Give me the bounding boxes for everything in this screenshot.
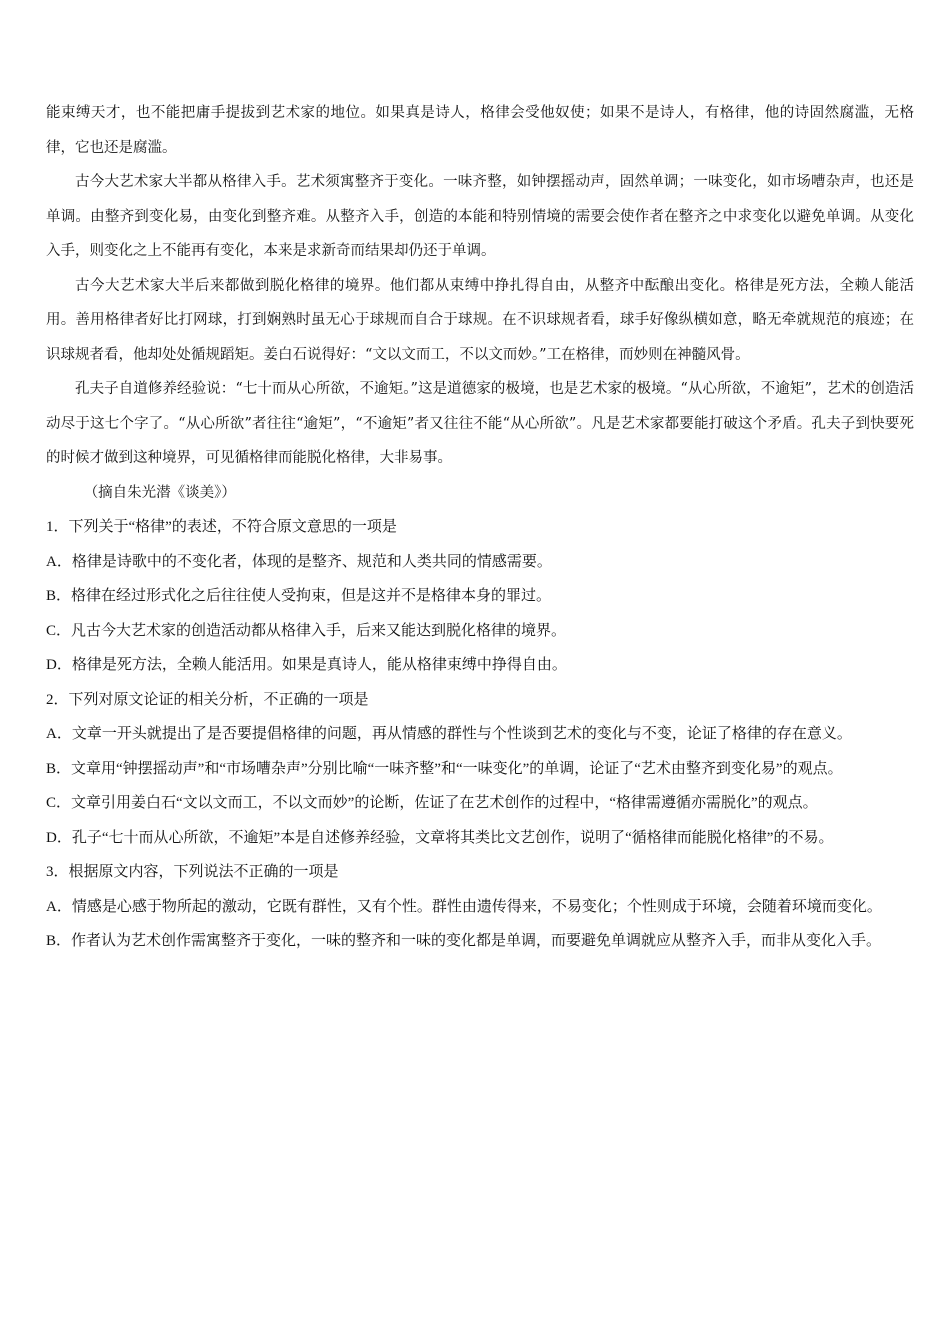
document-page — [46, 96, 914, 959]
question-2-option-b: B．文章用“钟摆摇动声”和“市场嘈杂声”分别比喻“一味齐整”和“一味变化”的单调，论证了“艺术由整齐到变化易”的观点。 — [46, 760, 843, 777]
question-1-option-a: A．格律是诗歌中的不变化者，体现的是整齐、规范和人类共同的情感需要。 — [46, 553, 552, 570]
question-3 — [46, 855, 914, 959]
question-1-stem: 1．下列关于“格律”的表述，不符合原文意思的一项是 — [46, 519, 397, 535]
question-2-option-d: D．孔子“七十而从心所欲，不逾矩”本是自述修养经验，文章将其类比文艺创作，说明了“循格律而能脱化格律”的不易。 — [46, 829, 834, 846]
article-paragraph-1: 能束缚天才，也不能把庸手提拔到艺术家的地位。如果真是诗人，格律会受他奴使；如果不是诗人，有格律，他的诗固然腐滥，无格律，它也还是腐滥。 — [46, 105, 914, 156]
question-2 — [46, 683, 914, 856]
question-1-option-d: D．格律是死方法，全赖人能活用。如果是真诗人，能从格律束缚中挣得自由。 — [46, 657, 567, 673]
question-3-stem: 3．根据原文内容，下列说法不正确的一项是 — [46, 864, 339, 880]
question-1 — [46, 510, 914, 683]
question-3-option-b: B．作者认为艺术创作需寓整齐于变化，一味的整齐和一味的变化都是单调，而要避免单调就应从整齐入手，而非从变化入手。 — [46, 933, 882, 949]
article-paragraph-3: 古今大艺术家大半后来都做到脱化格律的境界。他们都从束缚中挣扎得自由，从整齐中酝酿出变化。格律是死方法，全赖人能活用。善用格律者好比打网球，打到娴熟时虽无心于球规而自合于球规。在不识球规者看，球手好像纵横如意，略无牵就规范的痕迹；在识球规者看，他却处处循规蹈矩。姜白石说得好：“文以文而工，不以文而妙。”工在格律，而妙则在神髓风骨。 — [46, 277, 914, 363]
question-3-option-a: A．情感是心感于物所起的激动，它既有群性，又有个性。群性由遗传得来，不易变化；个性则成于环境，会随着环境而变化。 — [46, 898, 882, 915]
question-1-option-b: B．格律在经过形式化之后往往使人受拘束，但是这并不是格律本身的罪过。 — [46, 588, 552, 604]
article-paragraph-4: 孔夫子自道修养经验说：“七十而从心所欲，不逾矩。”这是道德家的极境，也是艺术家的极境。“从心所欲，不逾矩”，艺术的创造活动尽于这七个字了。“从心所欲”者往往“逾矩”，“不逾矩”者又往往不能“从心所欲”。凡是艺术家都要能打破这个矛盾。孔夫子到快要死的时候才做到这种境界，可见循格律而能脱化格律，大非易事。 — [46, 381, 914, 466]
question-2-option-a: A．文章一开头就提出了是否要提倡格律的问题，再从情感的群性与个性谈到艺术的变化与不变，论证了格律的存在意义。 — [46, 726, 852, 742]
question-1-option-c: C．凡古今大艺术家的创造活动都从格律入手，后来又能达到脱化格律的境界。 — [46, 622, 567, 639]
article-source: （摘自朱光潜《谈美》） — [83, 484, 236, 501]
question-2-option-c: C．文章引用姜白石“文以文而工，不以文而妙”的论断，佐证了在艺术创作的过程中，“格律需遵循亦需脱化”的观点。 — [46, 795, 818, 811]
question-2-stem: 2．下列对原文论证的相关分析，不正确的一项是 — [46, 691, 369, 708]
article-paragraph-2: 古今大艺术家大半都从格律入手。艺术须寓整齐于变化。一味齐整，如钟摆摇动声，固然单调；一味变化，如市场嘈杂声，也还是单调。由整齐到变化易，由变化到整齐难。从整齐入手，创造的本能和特别情境的需要会使作者在整齐之中求变化以避免单调。从变化入手，则变化之上不能再有变化，本来是求新奇而结果却仍还于单调。 — [46, 174, 914, 259]
